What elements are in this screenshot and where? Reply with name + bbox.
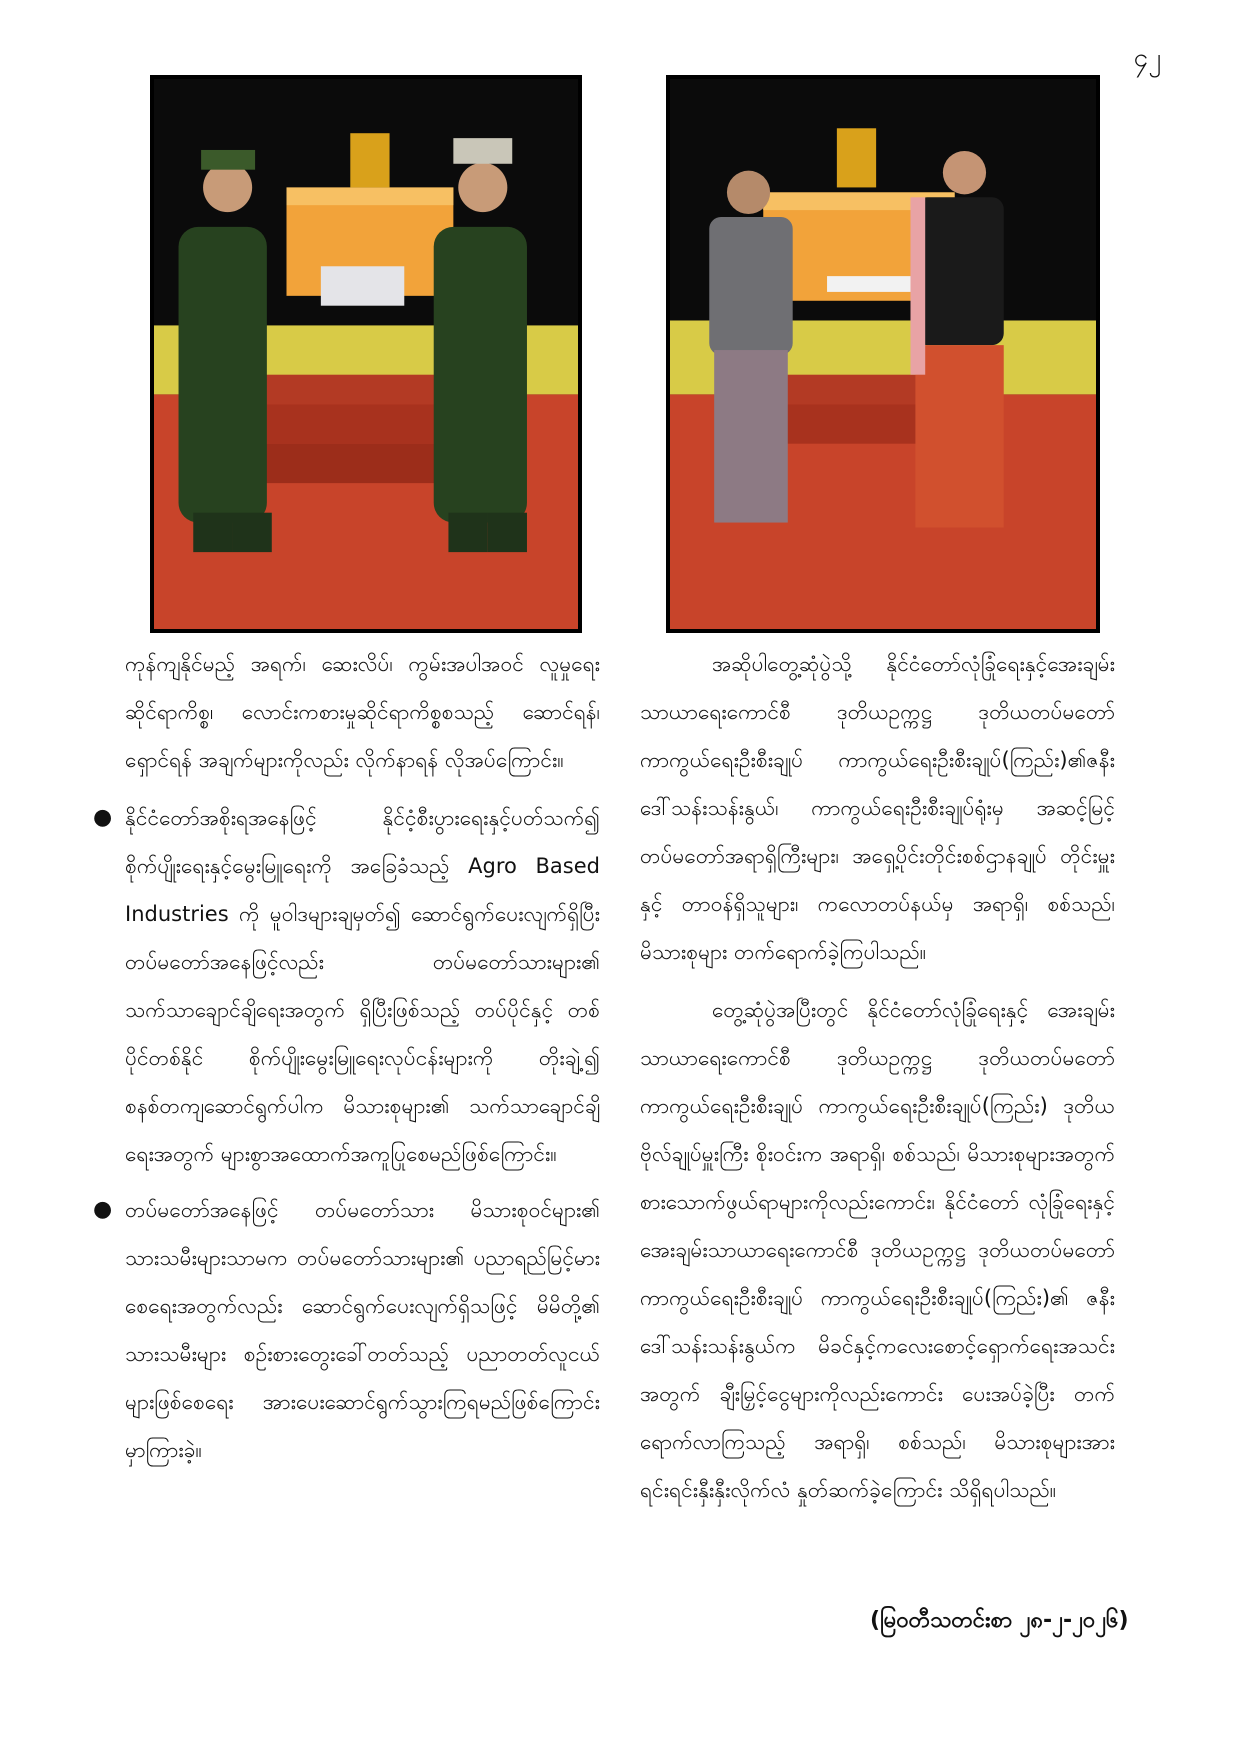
bullet-item: [93, 1186, 600, 1474]
attendees-paragraph: အဆိုပါတွေ့ဆုံပွဲသို့ နိုင်ငံတော်လုံခြုံရေးနှင့်အေးချမ်းသာယာရေးကောင်စီ ဒုတိယဥက္ကဋ္ဌ ဒုတိယတပ်မတော်ကာကွယ်ရေးဦးစီးချုပ် ကာကွယ်ရေးဦးစီးချုပ်(ကြည်း)၏ဇနီး ဒေါ်သန်းသန်းနွယ်၊ ကာကွယ်ရေးဦးစီးချုပ်ရုံးမှ အဆင့်မြင့် တပ်မတော်အရာရှိကြီးများ၊ အရှေ့ပိုင်းတိုင်းစစ်ဌာနချုပ် တိုင်းမှူးနှင့် တာဝန်ရှိသူများ၊ ကလောတပ်နယ်မှ အရာရှိ၊ စစ်သည်၊ မိသားစုများ တက်ရောက်ခဲ့ကြပါသည်။: [640, 652, 1115, 964]
bullet-icon: ●: [93, 1197, 113, 1222]
military-officers-exchange-photo: [150, 75, 582, 633]
bullet-list: [93, 794, 600, 1474]
women-exchange-photo: [666, 75, 1100, 633]
right-text-column: [640, 640, 1115, 1524]
bullet-item: [93, 794, 600, 1178]
page-number: ၄၂: [1133, 43, 1161, 73]
continuation-paragraph: ကုန်ကျနိုင်မည့် အရက်၊ ဆေးလိပ်၊ ကွမ်းအပါအဝင် လူမှုရေးဆိုင်ရာကိစ္စ၊ လောင်းကစားမှုဆိုင်ရာကိစ္စစသည့် ဆောင်ရန်၊ ရှောင်ရန် အချက်များကိုလည်း လိုက်နာရန် လိုအပ်ကြောင်း။: [125, 652, 600, 772]
left-text-column: [93, 640, 600, 1482]
bullet-icon: ●: [93, 805, 113, 830]
bullet-text: တပ်မတော်အနေဖြင့် တပ်မတော်သား မိသားစုဝင်များ၏ သားသမီးများသာမက တပ်မတော်သားများ၏ ပညာရည်မြင့်မားစေရေးအတွက်လည်း ဆောင်ရွက်ပေးလျက်ရှိသဖြင့် မိမိတို့၏ သားသမီးများ စဉ်းစားတွေးခေါ်တတ်သည့် ပညာတတ်လူငယ်များဖြစ်စေရေး အားပေးဆောင်ရွက်သွားကြရမည်ဖြစ်ကြောင်း မှာကြားခဲ့။: [125, 1198, 600, 1462]
source-citation: (မြဝတီသတင်းစာ ၂၈-၂-၂၀၂၆): [870, 1608, 1129, 1633]
closing-paragraph: တွေ့ဆုံပွဲအပြီးတွင် နိုင်ငံတော်လုံခြုံရေးနှင့် အေးချမ်းသာယာရေးကောင်စီ ဒုတိယဥက္ကဋ္ဌ ဒုတိယတပ်မတော် ကာကွယ်ရေးဦးစီးချုပ် ကာကွယ်ရေးဦးစီးချုပ်(ကြည်း) ဒုတိယဗိုလ်ချုပ်မှူးကြီး စိုးဝင်းက အရာရှိ၊ စစ်သည်၊ မိသားစုများအတွက် စားသောက်ဖွယ်ရာများကိုလည်းကောင်း၊ နိုင်ငံတော် လုံခြုံရေးနှင့် အေးချမ်းသာယာရေးကောင်စီ ဒုတိယဥက္ကဋ္ဌ ဒုတိယတပ်မတော်ကာကွယ်ရေးဦးစီးချုပ် ကာကွယ်ရေးဦးစီးချုပ်(ကြည်း)၏ ဇနီးဒေါ်သန်းသန်းနွယ်က မိခင်နှင့်ကလေးစောင့်ရှောက်ရေးအသင်းအတွက် ချီးမြှင့်ငွေများကိုလည်းကောင်း ပေးအပ်ခဲ့ပြီး တက်ရောက်လာကြသည့် အရာရှိ၊ စစ်သည်၊ မိသားစုများအား ရင်းရင်းနှီးနှီးလိုက်လံ နှုတ်ဆက်ခဲ့ကြောင်း သိရှိရပါသည်။: [640, 998, 1115, 1502]
bullet-text: နိုင်ငံတော်အစိုးရအနေဖြင့် နိုင်ငံ့စီးပွားရေးနှင့်ပတ်သက်၍ စိုက်ပျိုးရေးနှင့်မွေးမြူရေးကို အခြေခံသည့် Agro Based Industries ကို မူဝါဒများချမှတ်၍ ဆောင်ရွက်ပေးလျက်ရှိပြီး တပ်မတော်အနေဖြင့်လည်း တပ်မတော်သားများ၏ သက်သာချောင်ချိရေးအတွက် ရှိပြီးဖြစ်သည့် တပ်ပိုင်နှင့် တစ်ပိုင်တစ်နိုင် စိုက်ပျိုးမွေးမြူရေးလုပ်ငန်းများကို တိုးချဲ့၍ စနစ်တကျဆောင်ရွက်ပါက မိသားစုများ၏ သက်သာချောင်ချိရေးအတွက် များစွာအထောက်အကူပြုစေမည်ဖြစ်ကြောင်း။: [125, 806, 600, 1166]
